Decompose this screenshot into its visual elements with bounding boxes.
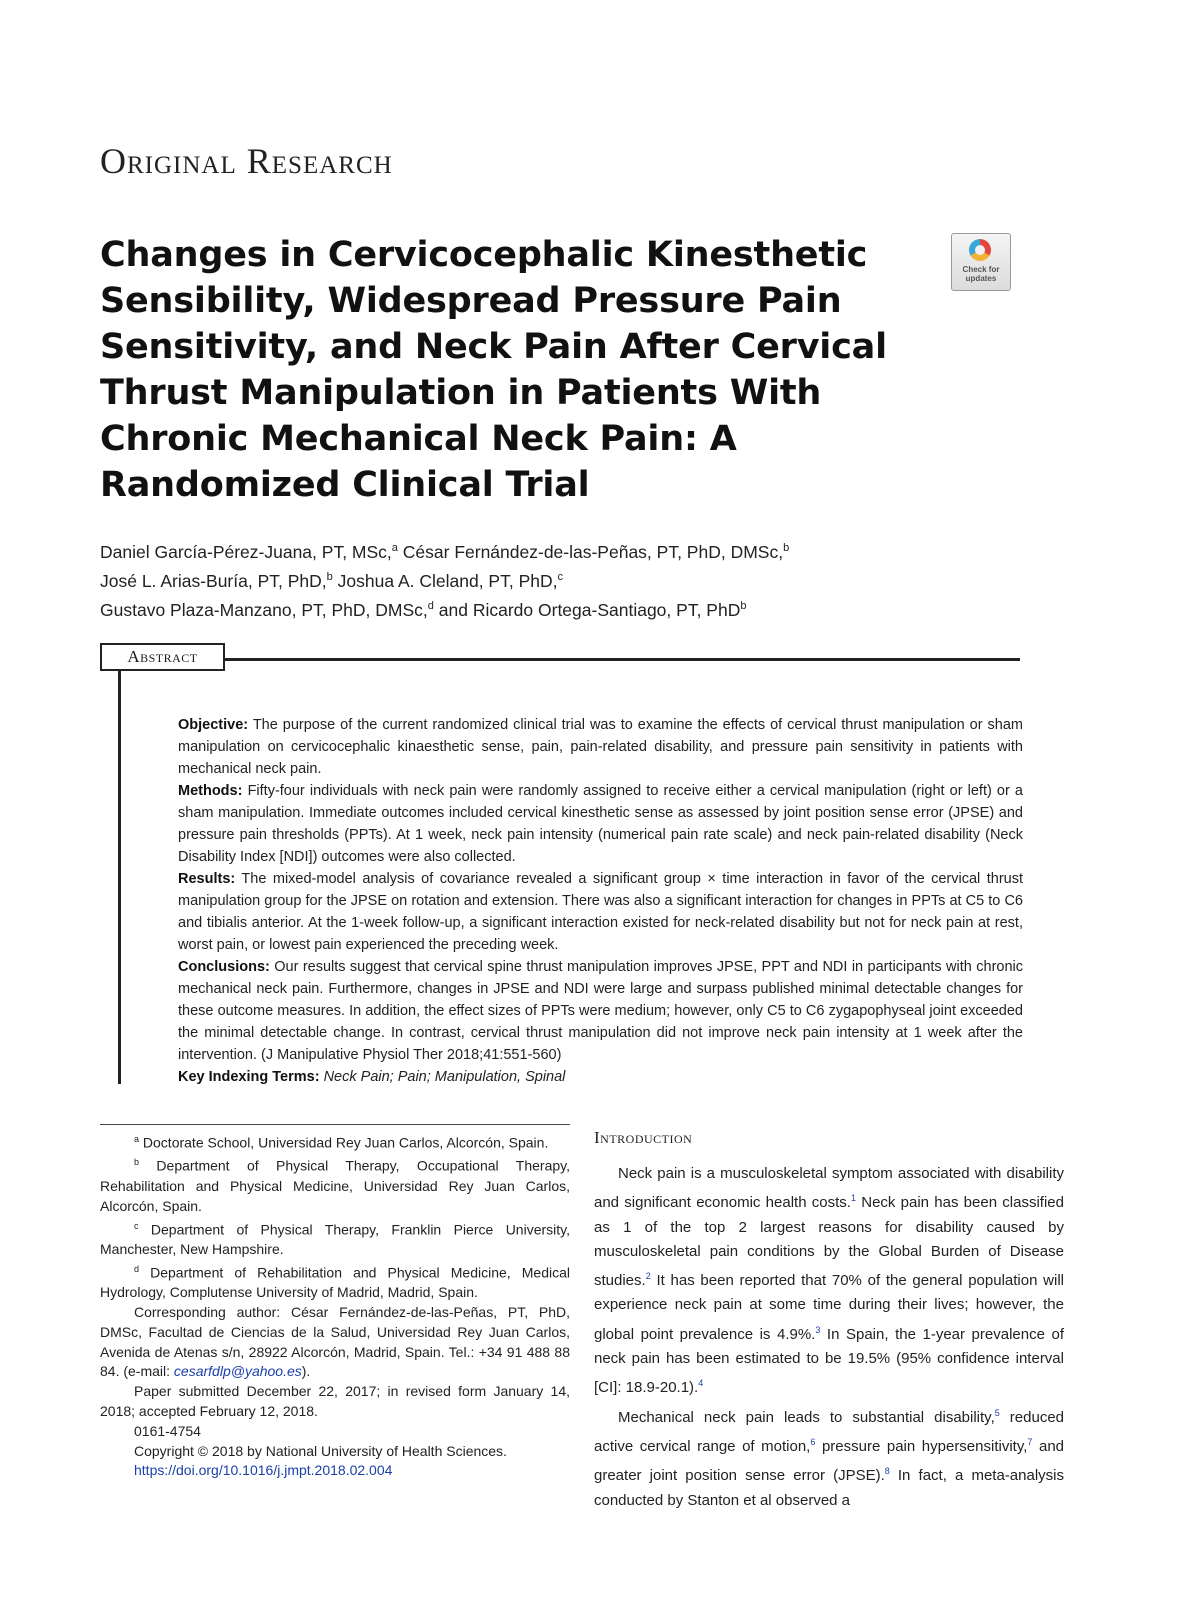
citation-link[interactable]: 2 <box>645 1271 651 1282</box>
footnote-affiliation-c <box>100 1217 570 1260</box>
citation-link[interactable]: 8 <box>884 1466 890 1477</box>
affiliation-marker: a <box>391 542 398 554</box>
affiliation-marker: c <box>557 570 563 583</box>
citation-link[interactable]: 1 <box>850 1193 856 1204</box>
abstract-results-label: Results: <box>178 871 236 887</box>
citation-link[interactable]: 7 <box>1027 1436 1033 1447</box>
citation-link[interactable]: 4 <box>698 1378 704 1389</box>
footnote-text: Department of Rehabilitation and Physical Medicine, Medical Hydrology, Complutense University of Madrid, Madrid, Spain. <box>100 1264 571 1301</box>
check-for-updates-icon <box>969 239 991 261</box>
abstract-objective-label: Objective: <box>178 717 249 733</box>
abstract-methods-text: Fifty-four individuals with neck pain were randomly assigned to receive either a cervical manipulation (right or left) or a sham manipulation. Immediate outcomes included cervical kinesthetic sense as assessed by joint position sense error (JPSE) and pressure pain thresholds (PPTs). At 1 week, neck pain intensity (numerical pain rate scale) and neck pain-related disability (Neck Disability Index [NDI]) outcomes were also collected. <box>178 783 1023 865</box>
footnote-issn: 0161-4754 <box>134 1422 201 1439</box>
check-for-updates-label: Check for updates <box>962 265 1000 283</box>
abstract-tab <box>100 643 225 671</box>
footnote-affiliation-b <box>100 1153 570 1216</box>
author-name: Joshua A. Cleland, PT, PhD, <box>337 570 558 591</box>
corresponding-author-text: Corresponding author: César Fernández-de-las-Peñas, PT, PhD, DMSc, Facultad de Ciencias de la Salud, Universidad Rey Juan Carlos, Avenida de Atenas s/n, 28922 Alcorcón, Madrid, Spain. Tel.: +34 91 488 88 84. (e-mail: <box>100 1304 570 1380</box>
citation-link[interactable]: 6 <box>810 1436 816 1447</box>
footnote-rule <box>100 1124 570 1125</box>
author-name: Daniel García-Pérez-Juana, PT, MSc, <box>100 541 392 562</box>
abstract-objective <box>178 714 1023 780</box>
intro-text: Neck pain has been classified as 1 of the top 2 largest reasons for disability caused by musculoskeletal pain conditions by the Global Burden of Disease studies. <box>594 1194 1064 1290</box>
section-label: Original Research <box>100 141 393 181</box>
footnote-marker: b <box>134 1157 140 1168</box>
footnote-text: Department of Physical Therapy, Occupational Therapy, Rehabilitation and Physical Medicine, Universidad Rey Juan Carlos, Alcorcón, Spain. <box>100 1158 571 1214</box>
author-name: Gustavo Plaza-Manzano, PT, PhD, DMSc, <box>100 599 428 620</box>
author-list <box>100 536 940 622</box>
footnote-submitted: Paper submitted December 22, 2017; in revised form January 14, 2018; accepted February 12, 2018. <box>100 1383 570 1419</box>
footnotes <box>100 1130 570 1481</box>
footnote-marker: c <box>134 1220 139 1231</box>
check-for-updates-button[interactable] <box>951 233 1011 291</box>
abstract-keywords-text: Neck Pain; Pain; Manipulation, Spinal <box>323 1069 566 1085</box>
footnote-corresponding <box>100 1303 570 1382</box>
footnote-affiliation-d <box>100 1260 570 1303</box>
footnote-marker: a <box>134 1134 140 1144</box>
citation-link[interactable]: 5 <box>994 1407 1000 1418</box>
doi-link[interactable]: https://doi.org/10.1016/j.jmpt.2018.02.004 <box>134 1462 393 1479</box>
affiliation-marker: b <box>326 570 333 583</box>
author-name: César Fernández-de-las-Peñas, PT, PhD, DMSc, <box>402 541 784 562</box>
abstract-results-text: The mixed-model analysis of covariance revealed a significant group × time interaction in favor of the cervical thrust manipulation group for the JPSE on rotation and extension. There was also a significant interaction for changes in PPTs at C5 to C6 and tibialis anterior. At the 1-week follow-up, a significant interaction existed for neck-related disability but not for neck pain at rest, worst pain, or lowest pain experienced the preceding week. <box>178 871 1023 953</box>
abstract-tab-label: Abstract <box>127 647 198 666</box>
email-link[interactable]: cesarfdlp@yahoo.es <box>173 1363 302 1380</box>
abstract-keywords <box>178 1066 1023 1088</box>
footnote-doi <box>100 1461 570 1481</box>
affiliation-marker: b <box>740 599 747 612</box>
citation-link[interactable]: 3 <box>815 1324 821 1335</box>
article-title: Changes in Cervicocephalic Kinesthetic Sensibility, Widespread Pressure Pain Sensitivity, and Neck Pain After Cervical Thrust Manipulation in Patients With Chronic Mechanical Neck Pain: A Randomized Clinical Trial <box>100 235 887 505</box>
abstract-methods <box>178 780 1023 868</box>
footnote-copyright: Copyright © 2018 by National University of Health Sciences. <box>134 1442 507 1459</box>
intro-text: In fact, a meta-analysis conducted by Stanton et al observed a <box>594 1467 1064 1509</box>
introduction-body <box>594 1162 1064 1513</box>
footnote-marker: d <box>134 1263 140 1274</box>
abstract-side-rule <box>118 671 121 1084</box>
abstract-results <box>178 868 1023 956</box>
intro-text: It has been reported that 70% of the general population will experience neck pain at some time during their lives; however, the global point prevalence is 4.9%. <box>594 1272 1064 1343</box>
abstract-objective-text: The purpose of the current randomized clinical trial was to examine the effects of cervical thrust manipulation or sham manipulation on cervicocephalic kinaesthetic sense, pain, pain-related disability, and pressure pain sensitivity in patients with mechanical neck pain. <box>178 717 1023 777</box>
abstract-conclusions <box>178 956 1023 1066</box>
intro-text: Mechanical neck pain leads to substantial disability, <box>618 1408 995 1426</box>
intro-text: pressure pain hypersensitivity, <box>815 1437 1028 1455</box>
footnote-text: Department of Physical Therapy, Franklin Pierce University, Manchester, New Hampshire. <box>100 1221 570 1257</box>
affiliation-marker: d <box>427 599 434 612</box>
introduction-paragraph <box>594 1162 1064 1401</box>
intro-text: In Spain, the 1-year prevalence of neck pain has been estimated to be 19.5% (95% confidence interval [CI]: 18.9-20.1). <box>594 1325 1064 1397</box>
intro-text: Neck pain is a musculoskeletal symptom associated with disability and significant economic health costs. <box>594 1165 1064 1212</box>
introduction-paragraph <box>594 1401 1064 1513</box>
introduction-heading: Introduction <box>594 1128 693 1147</box>
intro-text: and greater joint position sense error (JPSE). <box>594 1437 1064 1485</box>
abstract-body <box>178 714 1023 1088</box>
abstract-conclusions-text: Our results suggest that cervical spine thrust manipulation improves JPSE, PPT and NDI in participants with chronic mechanical neck pain. Furthermore, changes in JPSE and NDI were large and surpass published minimal detectable changes for these outcome measures. In addition, the effect sizes of PPTs were medium; however, only C5 to C6 zygapophyseal joint exceeded the minimal detectable change. In contrast, cervical thrust manipulation did not improve neck pain intensity at 1 week after the intervention. (J Manipulative Physiol Ther 2018;41:551-560) <box>178 959 1023 1063</box>
corresponding-end: ). <box>301 1363 311 1380</box>
footnote-affiliation-a <box>100 1130 570 1153</box>
abstract-methods-label: Methods: <box>178 783 243 799</box>
author-name: José L. Arias-Buría, PT, PhD, <box>100 570 327 591</box>
affiliation-marker: b <box>783 542 790 554</box>
author-name: and Ricardo Ortega-Santiago, PT, PhD <box>438 599 741 620</box>
footnote-text: Doctorate School, Universidad Rey Juan Carlos, Alcorcón, Spain. <box>142 1134 549 1151</box>
abstract-conclusions-label: Conclusions: <box>178 959 270 975</box>
abstract-divider <box>225 658 1020 661</box>
abstract-keywords-label: Key Indexing Terms: <box>178 1069 320 1085</box>
intro-text: reduced active cervical range of motion, <box>594 1408 1064 1455</box>
